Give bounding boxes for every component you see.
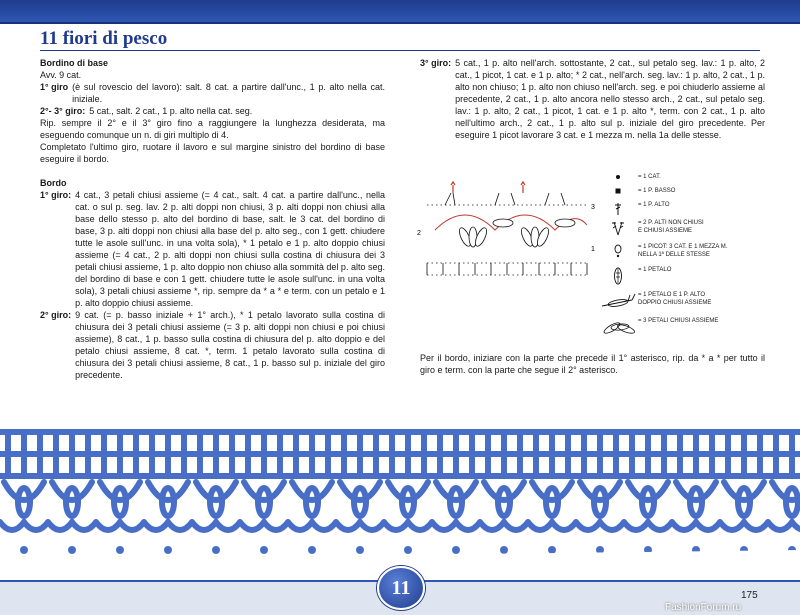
bordo-note: Per il bordo, iniziare con la parte che precede il 1° asterisco, rip. da * a * per tutto il giro e term. con la parte che segue il 2° asterisco.	[420, 353, 765, 375]
legend-item-basso	[598, 188, 675, 196]
lace-photo	[0, 410, 800, 570]
title-rule	[40, 50, 760, 51]
double-crochet-icon	[598, 202, 638, 216]
right-column	[420, 57, 765, 141]
row-text: 5 cat., salt. 2 cat., 1 p. alto nella cat. seg.	[89, 106, 253, 116]
repeat-paragraph: Rip. sempre il 2° e il 3° giro fino a raggiungere la lunghezza desiderata, ma eseguendo comunque un n. di giri multiplo di 4.	[40, 118, 385, 140]
bordo-row-1	[40, 189, 385, 309]
legend-item-alto	[598, 202, 670, 216]
petal-icon	[598, 267, 638, 285]
legend-text: = 1 PETALO	[638, 267, 672, 273]
legend-text: = 3 PETALI CHIUSI ASSIEME	[638, 318, 719, 324]
page-title: 11 fiori di pesco	[40, 28, 168, 49]
left-column	[40, 57, 385, 381]
legend-item-petalo	[598, 267, 671, 285]
avv-line: Avv. 9 cat.	[40, 70, 82, 80]
row-label-3: 3	[591, 204, 595, 211]
completion-paragraph: Completato l'ultimo giro, ruotare il lavoro e sul margine sinistro del bordino di base eseguire il bordo.	[40, 142, 385, 164]
row-text: 9 cat. (= p. basso iniziale + 1° arch.), * 1 petalo lavorato sulla costina di chiusura dei 3 petali chiusi assieme (= 3 p. alti doppi non chiusi e poi chiusi assieme), 8 cat., 1 p. basso sulla costina di chiusura del p. alto doppio e del petalo chiusi assieme, 8 cat. *, term. 1 petalo lavorato sulla costina di chiusura dei 3 petali chiusi assieme, 8 cat., 1 p. basso sul p. iniziale del giro precedente.	[75, 310, 385, 380]
picot-icon	[598, 244, 638, 258]
section-title-bordo: Bordo	[40, 178, 67, 188]
diagram-petals	[457, 219, 575, 248]
row-text: (è sul rovescio del lavoro): salt. 8 cat. a partire dall'unc., 1 p. alto nella cat. iniziale.	[72, 82, 385, 104]
row-label: 2°- 3° giro:	[40, 106, 86, 116]
bordo-row-2	[40, 309, 385, 381]
section-title-bordino: Bordino di base	[40, 58, 109, 68]
row-label: 1° giro	[40, 82, 69, 92]
watermark: FashionForum.ru	[665, 602, 742, 613]
legend-text: = 1 PETALO E 1 P. ALTO DOPPIO CHIUSI ASSIEME	[638, 292, 712, 306]
diagram-base-rows	[427, 205, 587, 275]
legend-item-petalo-alto	[598, 292, 711, 308]
legend-item-tre-petali	[598, 318, 718, 336]
bordo-row-3	[420, 57, 765, 141]
treble-cluster-icon	[598, 220, 638, 236]
row-text: 4 cat., 3 petali chiusi assieme (= 4 cat., salt. 4 cat. a partire dall'unc., nella cat. o sul p. seg. lav. 2 p. alti doppi non chiusi, 3 p. alti doppi non chiusi alla base dello stesso p. alto del bordino di base, salt. le 3 cat. del bordino di base, 3 p. alti doppi non chiusi alla base del p. alto seg., con 1 gett. chiudere tutte le asole sull'unc. in una volta sola), * 1 petalo e 1 p. alto doppio chiusi assieme (= 4 cat., 2 p. alti doppi non chiusi sulla costina di chiusura dei 3 petali chiusi assieme, 1 p. alto doppio non chiuso alla sommità del p. alto seg. del bordino di base e con 1 gett. chiudere tutte le asole sull'unc. in una volta sola), 3 petali chiusi assieme *, rip. sempre da * a * e term. con un petalo e 1 p. alto doppio chiusi assieme.	[75, 190, 385, 308]
legend-text: = 1 P. BASSO	[638, 188, 676, 194]
page-number: 175	[741, 590, 758, 601]
legend-text: = 1 P. ALTO	[638, 202, 670, 208]
pattern-number-badge: 11	[377, 566, 425, 610]
diagram-stitches	[445, 193, 565, 205]
row-label: 1° giro:	[40, 190, 72, 200]
legend-item-cluster	[598, 220, 704, 236]
petal-and-treble-icon	[598, 292, 638, 308]
instruction-row-2-3	[40, 105, 385, 117]
diagram-red-marks	[451, 182, 525, 193]
crochet-diagram	[415, 175, 605, 295]
top-band	[0, 0, 800, 24]
legend-text: = 1 PICOT: 3 CAT. E 1 MEZZA M. NELLA 1ª DELLE STESSE	[638, 244, 728, 258]
legend-text: = 1 CAT.	[638, 174, 661, 180]
legend-text: = 2 P. ALTI NON CHIUSI E CHIUSI ASSIEME	[638, 220, 704, 234]
instruction-row-1	[40, 81, 385, 105]
three-petals-icon	[598, 318, 638, 336]
chain-dot-icon	[598, 174, 638, 180]
row-label: 3° giro:	[420, 58, 452, 68]
legend-item-chain	[598, 174, 661, 182]
row-label-1: 1	[591, 246, 595, 253]
row-label-2: 2	[417, 230, 421, 237]
lace-strip	[0, 410, 800, 560]
row-text: 5 cat., 1 p. alto nell'arch. sottostante, 2 cat., sul petalo seg. lav.: 1 p. alto, 2 cat., 1 picot, 1 cat. e 1 p. alto; * 2 cat., nell'arch. seg. lav.: 1 p. alto, 2 cat., 1 p. alto non chiuso; 1 p. alto non chiuso nell'arch. seg. e poi chiuderlo assieme al precedente, 2 cat., 1 p. alto ancora nello stesso arch., 2 cat., sul petalo seg. lav.: 1 p. alto, 2 cat., 1 picot, 1 cat. e 1 p. alto *, term. con 2 cat., 1 p. alto nell'ultimo arch., 2 cat., 1 p. alto sul p. iniziale del giro precedente. Per eseguire 1 picot lavorare 3 cat. e 1 mezza m. nella 1a delle stesse.	[455, 58, 765, 140]
single-crochet-square-icon	[598, 188, 638, 194]
legend	[598, 172, 768, 337]
row-label: 2° giro:	[40, 310, 72, 320]
legend-item-picot	[598, 244, 727, 259]
